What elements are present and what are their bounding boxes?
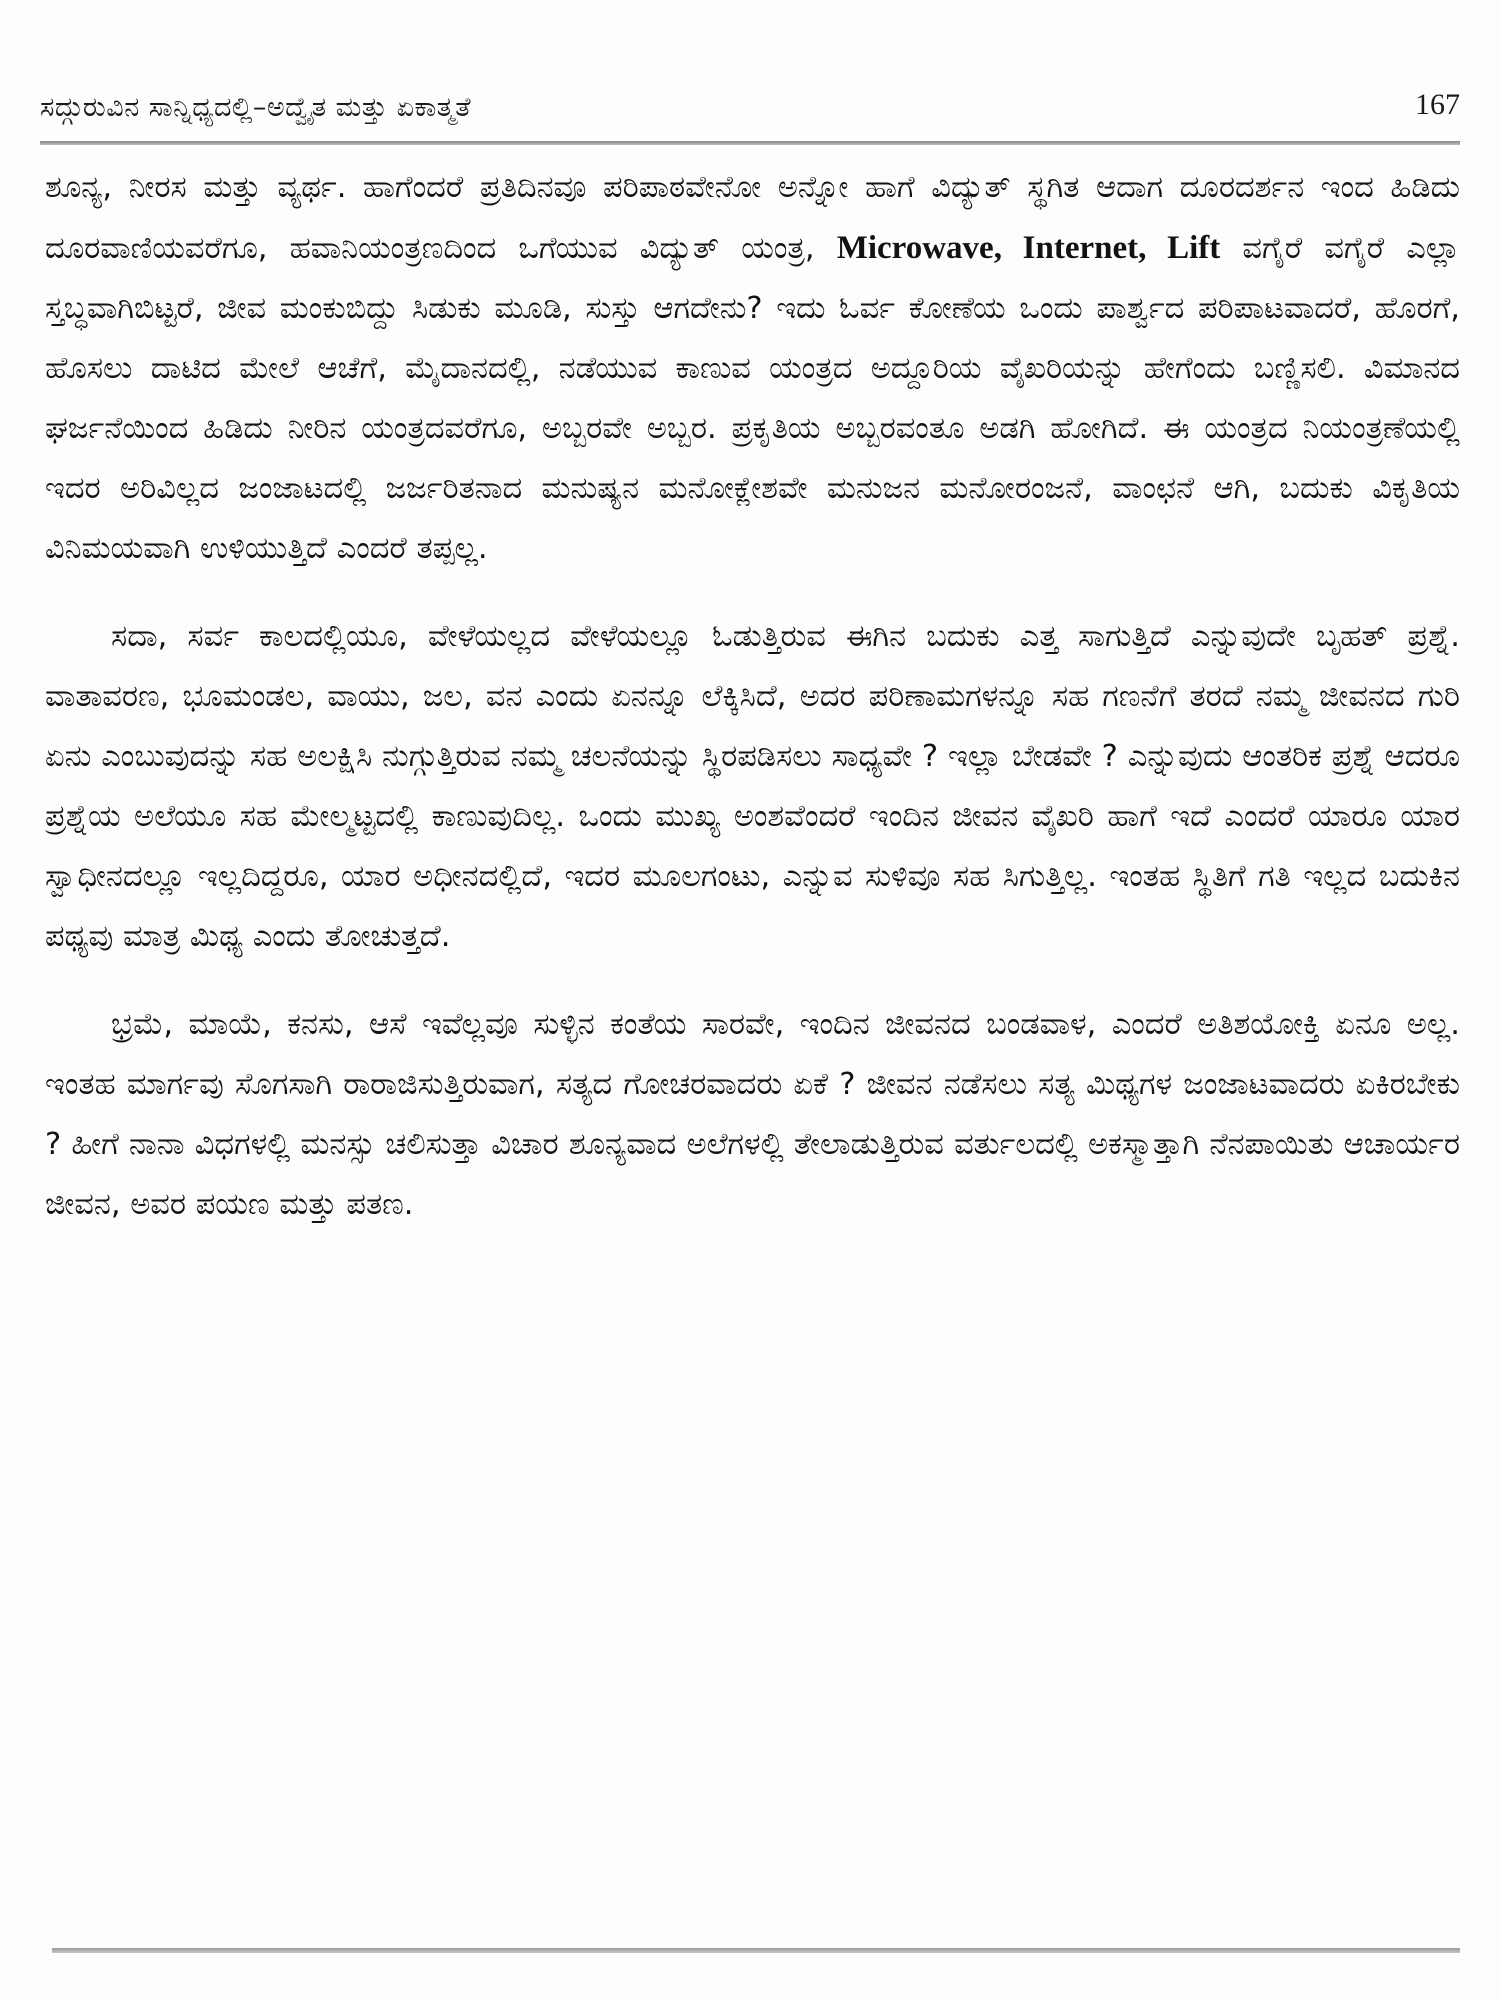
body-text (45, 158, 1460, 1235)
running-header (40, 88, 1460, 132)
paragraph-2: ಸದಾ, ಸರ್ವ ಕಾಲದಲ್ಲಿಯೂ, ವೇಳೆಯಲ್ಲದ ವೇಳೆಯಲ್ಲೂ ಓಡುತ್ತಿರುವ ಈಗಿನ ಬದುಕು ಎತ್ತ ಸಾಗುತ್ತಿದೆ ಎನ್ನುವುದೇ ಬೃಹತ್ ಪ್ರಶ್ನೆ. ವಾತಾವರಣ, ಭೂಮಂಡಲ, ವಾಯು, ಜಲ, ವನ ಎಂದು ಏನನ್ನೂ ಲೆಕ್ಕಿಸಿದೆ, ಅದರ ಪರಿಣಾಮಗಳನ್ನೂ ಸಹ ಗಣನೆಗೆ ತರದೆ ನಮ್ಮ ಜೀವನದ ಗುರಿ ಏನು ಎಂಬುವುದನ್ನು ಸಹ ಅಲಕ್ಷಿಸಿ ನುಗ್ಗುತ್ತಿರುವ ನಮ್ಮ ಚಲನೆಯನ್ನು ಸ್ಥಿರಪಡಿಸಲು ಸಾಧ್ಯವೇ ? ಇಲ್ಲಾ ಬೇಡವೇ ? ಎನ್ನುವುದು ಆಂತರಿಕ ಪ್ರಶ್ನೆ ಆದರೂ ಪ್ರಶ್ನೆಯ ಅಲೆಯೂ ಸಹ ಮೇಲ್ಮಟ್ಟದಲ್ಲಿ ಕಾಣುವುದಿಲ್ಲ. ಒಂದು ಮುಖ್ಯ ಅಂಶವೆಂದರೆ ಇಂದಿನ ಜೀವನ ವೈಖರಿ ಹಾಗೆ ಇದೆ ಎಂದರೆ ಯಾರೂ ಯಾರ ಸ್ವಾಧೀನದಲ್ಲೂ ಇಲ್ಲದಿದ್ದರೂ, ಯಾರ ಅಧೀನದಲ್ಲಿದೆ, ಇದರ ಮೂಲಗಂಟು, ಎನ್ನುವ ಸುಳಿವೂ ಸಹ ಸಿಗುತ್ತಿಲ್ಲ. ಇಂತಹ ಸ್ಥಿತಿಗೆ ಗತಿ ಇಲ್ಲದ ಬದುಕಿನ ಪಥ್ಯವು ಮಾತ್ರ ಮಿಥ್ಯ ಎಂದು ತೋಚುತ್ತದೆ. (45, 619, 1460, 954)
footer-rule (52, 1948, 1460, 1953)
paragraph-1-text-end: ವಗೈರೆ ವಗೈರೆ ಎಲ್ಲಾ ಸ್ತಬ್ಧವಾಗಿಬಿಟ್ಟರೆ, ಜೀವ ಮಂಕುಬಿದ್ದು ಸಿಡುಕು ಮೂಡಿ, ಸುಸ್ತು ಆಗದೇನು? ಇದು ಓರ್ವ ಕೋಣೆಯ ಒಂದು ಪಾರ್ಶ್ವದ ಪರಿಪಾಟವಾದರೆ, ಹೊರಗೆ, ಹೊಸಲು ದಾಟಿದ ಮೇಲೆ ಆಚೆಗೆ, ಮೈದಾನದಲ್ಲಿ, ನಡೆಯುವ ಕಾಣುವ ಯಂತ್ರದ ಅದ್ದೂರಿಯ ವೈಖರಿಯನ್ನು ಹೇಗೆಂದು ಬಣ್ಣಿಸಲಿ. ವಿಮಾನದ ಘರ್ಜನೆಯಿಂದ ಹಿಡಿದು ನೀರಿನ ಯಂತ್ರದವರೆಗೂ, ಅಬ್ಬರವೇ ಅಬ್ಬರ. ಪ್ರಕೃತಿಯ ಅಬ್ಬರವಂತೂ ಅಡಗಿ ಹೋಗಿದೆ. ಈ ಯಂತ್ರದ ನಿಯಂತ್ರಣೆಯಲ್ಲಿ ಇದರ ಅರಿವಿಲ್ಲದ ಜಂಜಾಟದಲ್ಲಿ ಜರ್ಜರಿತನಾದ ಮನುಷ್ಯನ ಮನೋಕ್ಲೇಶವೇ ಮನುಜನ ಮನೋರಂಜನೆ, ವಾಂಛನೆ ಆಗಿ, ಬದುಕು ವಿಕೃತಿಯ ವಿನಿಮಯವಾಗಿ ಉಳಿಯುತ್ತಿದೆ ಎಂದರೆ ತಪ್ಪಲ್ಲ. (45, 231, 1460, 566)
paragraph-3: ಭ್ರಮೆ, ಮಾಯೆ, ಕನಸು, ಆಸೆ ಇವೆಲ್ಲವೂ ಸುಳ್ಳಿನ ಕಂತೆಯ ಸಾರವೇ, ಇಂದಿನ ಜೀವನದ ಬಂಡವಾಳ, ಎಂದರೆ ಅತಿಶಯೋಕ್ತಿ ಏನೂ ಅಲ್ಲ. ಇಂತಹ ಮಾರ್ಗವು ಸೊಗಸಾಗಿ ರಾರಾಜಿಸುತ್ತಿರುವಾಗ, ಸತ್ಯದ ಗೋಚರವಾದರು ಏಕೆ ? ಜೀವನ ನಡೆಸಲು ಸತ್ಯ ಮಿಥ್ಯಗಳ ಜಂಜಾಟವಾದರು ಏಕಿರಬೇಕು ? ಹೀಗೆ ನಾನಾ ವಿಧಗಳಲ್ಲಿ ಮನಸ್ಸು ಚಲಿಸುತ್ತಾ ವಿಚಾರ ಶೂನ್ಯವಾದ ಅಲೆಗಳಲ್ಲಿ ತೇಲಾಡುತ್ತಿರುವ ವರ್ತುಲದಲ್ಲಿ ಅಕಸ್ಮಾತ್ತಾಗಿ ನೆನಪಾಯಿತು ಆಚಾರ್ಯರ ಜೀವನ, ಅವರ ಪಯಣ ಮತ್ತು ಪತಣ. (45, 1007, 1460, 1222)
paragraph-1-text-start: ಶೂನ್ಯ, ನೀರಸ ಮತ್ತು ವ್ಯರ್ಥ. ಹಾಗೆಂದರೆ ಪ್ರತಿದಿನವೂ ಪರಿಪಾಠವೇನೋ ಅನ್ನೋ ಹಾಗೆ ವಿದ್ಯುತ್ ಸ್ಥಗಿತ ಆದಾಗ ದೂರದರ್ಶನ ಇಂದ ಹಿಡಿದು ದೂರವಾಣಿಯವರೆಗೂ, ಹವಾನಿಯಂತ್ರಣದಿಂದ ಒಗೆಯುವ ವಿದ್ಯುತ್ ಯಂತ್ರ, (45, 170, 1460, 266)
running-header-title: ಸದ್ಗುರುವಿನ ಸಾನ್ನಿಧ್ಯದಲ್ಲಿ–ಅದ್ವೈತ ಮತ್ತು ಏಕಾತ್ಮತೆ (40, 92, 472, 123)
page-number: 167 (1415, 88, 1460, 121)
paragraph-1-latin-terms: Microwave, Internet, Lift (836, 230, 1221, 266)
header-rule (40, 141, 1460, 145)
paragraph-1 (45, 158, 1460, 579)
